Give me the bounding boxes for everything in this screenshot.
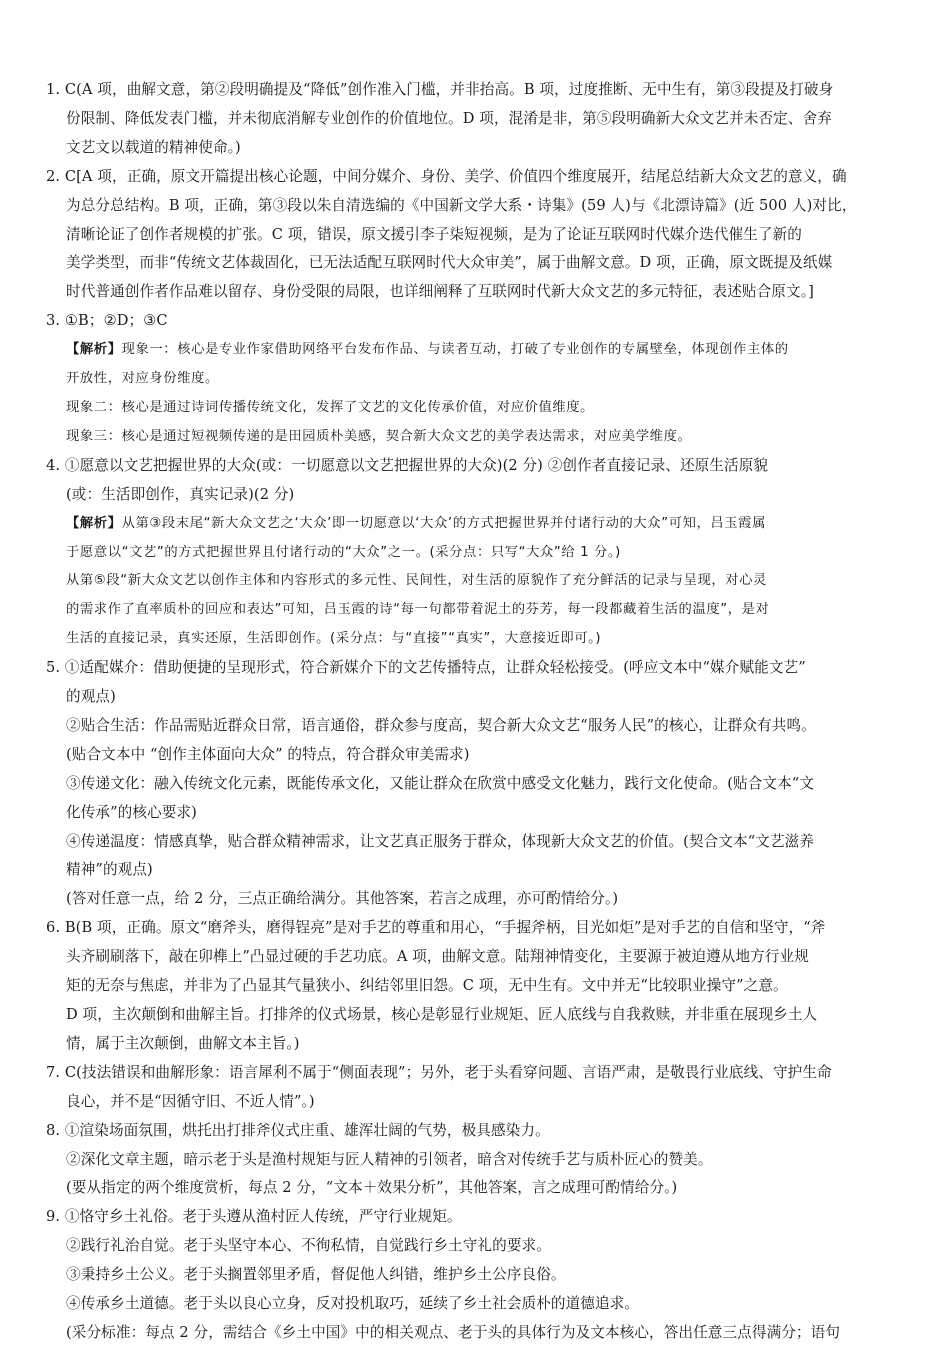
answer-line: 清晰论证了创作者规模的扩张。C 项，错误，原文援引李子柒短视频，是为了论证互联网时代媒介迭代催生了新的: [66, 225, 803, 243]
answer-line: 9. ①恪守乡土礼俗。老于头遵从渔村匠人传统，严守行业规矩。: [46, 1208, 462, 1226]
answer-line: ②践行礼治自觉。老于头坚守本心、不徇私情，自觉践行乡土守礼的要求。: [66, 1237, 551, 1255]
answer-line: (贴合文本中 “创作主体面向大众” 的特点，符合群众审美需求): [66, 745, 470, 763]
analysis-line: [46, 336, 920, 365]
analysis-q3: [46, 336, 920, 452]
answer-line: (采分标准：每点 2 分，需结合《乡土中国》中的相关观点、老于头的具体行为及文本核心，答出任意三点得满分；语句: [66, 1323, 841, 1341]
answer-q7: [46, 1059, 920, 1117]
analysis-line: 生活的直接记录，真实还原，生活即创作。(采分点：与“直接”“真实”，大意接近即可。): [66, 631, 602, 647]
answer-line: ②贴合生活：作品需贴近群众日常，语言通俗，群众参与度高，契合新大众文艺“服务人民”的核心，让群众有共鸣。: [66, 716, 816, 734]
answer-line: ④传递温度：情感真挚，贴合群众精神需求，让文艺真正服务于群众，体现新大众文艺的价值。(契合文本“文艺滋养: [66, 832, 815, 850]
answer-line: 为总分总结构。B 项，正确，第③段以朱自清选编的《中国新文学大系・诗集》(59 人)与《北漂诗篇》(近 500 人)对比，: [66, 196, 857, 214]
answer-line: 时代普通创作者作品难以留存、身份受限的局限，也详细阐释了互联网时代新大众文艺的多元特征，表述贴合原文。]: [66, 283, 814, 301]
analysis-tag: 【解析】: [66, 342, 122, 358]
answer-line: 文艺文以载道的精神使命。): [66, 138, 241, 156]
analysis-text: 现象一：核心是专业作家借助网络平台发布作品、与读者互动，打破了专业创作的专属壁垒，体现创作主体的: [121, 342, 789, 358]
answer-line: (答对任意一点，给 2 分，三点正确给满分。其他答案，若言之成理，亦可酌情给分。): [66, 890, 619, 908]
answer-line: 良心，并不是“因循守旧、不近人情”。): [66, 1092, 315, 1110]
answer-line: 4. ①愿意以文艺把握世界的大众(或：一切愿意以文艺把握世界的大众)(2 分) ②创作者直接记录、还原生活原貌: [46, 456, 769, 474]
analysis-line: 现象三：核心是通过短视频传递的是田园质朴美感，契合新大众文艺的美学表达需求，对应美学维度。: [66, 428, 692, 444]
analysis-line: 从第⑤段“新大众文艺以创作主体和内容形式的多元性、民间性，对生活的原貌作了充分鲜活的记录与呈现，对心灵: [66, 573, 767, 589]
answer-line: 2. C[A 项，正确，原文开篇提出核心论题，中间分媒介、身份、美学、价值四个维度展开，结尾总结新大众文艺的意义，确: [46, 167, 847, 185]
answer-line: 的观点): [66, 688, 116, 706]
analysis-text: 从第③段末尾“新大众文艺之‘大众’即一切愿意以‘大众’的方式把握世界并付诸行动的大众”可知，吕玉霞属: [121, 515, 766, 531]
answer-q9: [46, 1203, 920, 1348]
analysis-line: 于愿意以“文艺”的方式把握世界且付诸行动的“大众”之一。(采分点：只写“大众”给 1 分。): [66, 544, 621, 560]
analysis-line: 现象二：核心是通过诗词传播传统文化，发挥了文艺的文化传承价值，对应价值维度。: [66, 399, 595, 415]
answer-q6: [46, 914, 920, 1059]
answer-line: D 项，主次颠倒和曲解主旨。打排斧的仪式场景，核心是彰显行业规矩、匠人底线与自我救赎，并非重在展现乡土人: [66, 1006, 818, 1023]
analysis-line: 的需求作了直率质朴的回应和表达”可知，吕玉霞的诗“每一句都带着泥土的芬芳，每一段都藏着生活的温度”，是对: [66, 602, 770, 618]
answer-line: 矩的无奈与焦虑，并非为了凸显其气量狭小、纠结邻里旧怨。C 项，无中生有。文中并无“比较职业操守”之意。: [66, 977, 788, 995]
answer-line: 美学类型，而非“传统文艺体裁固化，已无法适配互联网时代大众审美”，属于曲解文意。D 项，正确，原文既提及纸媒: [66, 254, 833, 272]
answer-line: 3. ①B；②D；③C: [46, 312, 168, 330]
answer-line: (要从指定的两个维度赏析，每点 2 分，“文本＋效果分析”，其他答案，言之成理可酌情给分。): [66, 1179, 678, 1197]
answer-line: 份限制、降低发表门槛，并未彻底消解专业创作的价值地位。D 项，混淆是非，第⑤段明确新大众文艺并未否定、舍弃: [66, 109, 832, 127]
answer-line: ③秉持乡土公义。老于头搁置邻里矛盾，督促他人纠错，维护乡土公序良俗。: [66, 1266, 566, 1284]
answer-line: 化传承”的核心要求): [66, 803, 197, 821]
analysis-line: 开放性，对应身份维度。: [66, 371, 219, 387]
answer-line: ④传承乡土道德。老于头以良心立身，反对投机取巧，延续了乡土社会质朴的道德追求。: [66, 1295, 640, 1313]
answer-q4: [46, 452, 920, 510]
answer-q1: [46, 76, 920, 163]
analysis-tag: 【解析】: [66, 515, 122, 531]
answer-line: 1. C(A 项，曲解文意，第②段明确提及“降低”创作准入门槛，并非抬高。B 项，过度推断、无中生有，第③段提及打破身: [46, 81, 834, 98]
answer-line: (或：生活即创作，真实记录)(2 分): [66, 485, 295, 503]
answer-line: 8. ①渲染场面氛围，烘托出打排斧仪式庄重、雄浑壮阔的气势，极具感染力。: [46, 1121, 550, 1139]
answer-line: ②深化文章主题，暗示老于头是渔村规矩与匠人精神的引领者，暗含对传统手艺与质朴匠心的赞美。: [66, 1150, 713, 1168]
answer-line: 精神”的观点): [66, 861, 153, 879]
answer-q8: [46, 1117, 920, 1204]
answer-line: 头齐刷刷落下，敲在卯榫上”凸显过硬的手艺功底。A 项，曲解文意。陆翔神情变化，主要源于被迫遵从地方行业规: [66, 948, 809, 966]
answer-q2: [46, 163, 920, 308]
answer-line: 6. B(B 项，正确。原文“磨斧头，磨得锃亮”是对手艺的尊重和用心，“手握斧柄，目光如炬”是对手艺的自信和坚守，“斧: [46, 919, 826, 937]
answer-q3: [46, 307, 920, 336]
answer-line: 情，属于主次颠倒，曲解文本主旨。): [66, 1034, 300, 1052]
answer-line: 5. ①适配媒介：借助便捷的呈现形式，符合新媒介下的文艺传播特点，让群众轻松接受。(呼应文本中“媒介赋能文艺”: [46, 659, 806, 677]
answer-q5: [46, 654, 920, 914]
answer-line: ③传递文化：融入传统文化元素，既能传承文化，又能让群众在欣赏中感受文化魅力，践行文化使命。(贴合文本“文: [66, 774, 815, 792]
analysis-q4: [46, 510, 920, 655]
answer-line: 7. C(技法错误和曲解形象：语言犀利不属于“侧面表现”；另外，老于头看穿问题、言语严肃，是敬畏行业底线、守护生命: [46, 1063, 832, 1081]
analysis-line: [46, 510, 920, 539]
